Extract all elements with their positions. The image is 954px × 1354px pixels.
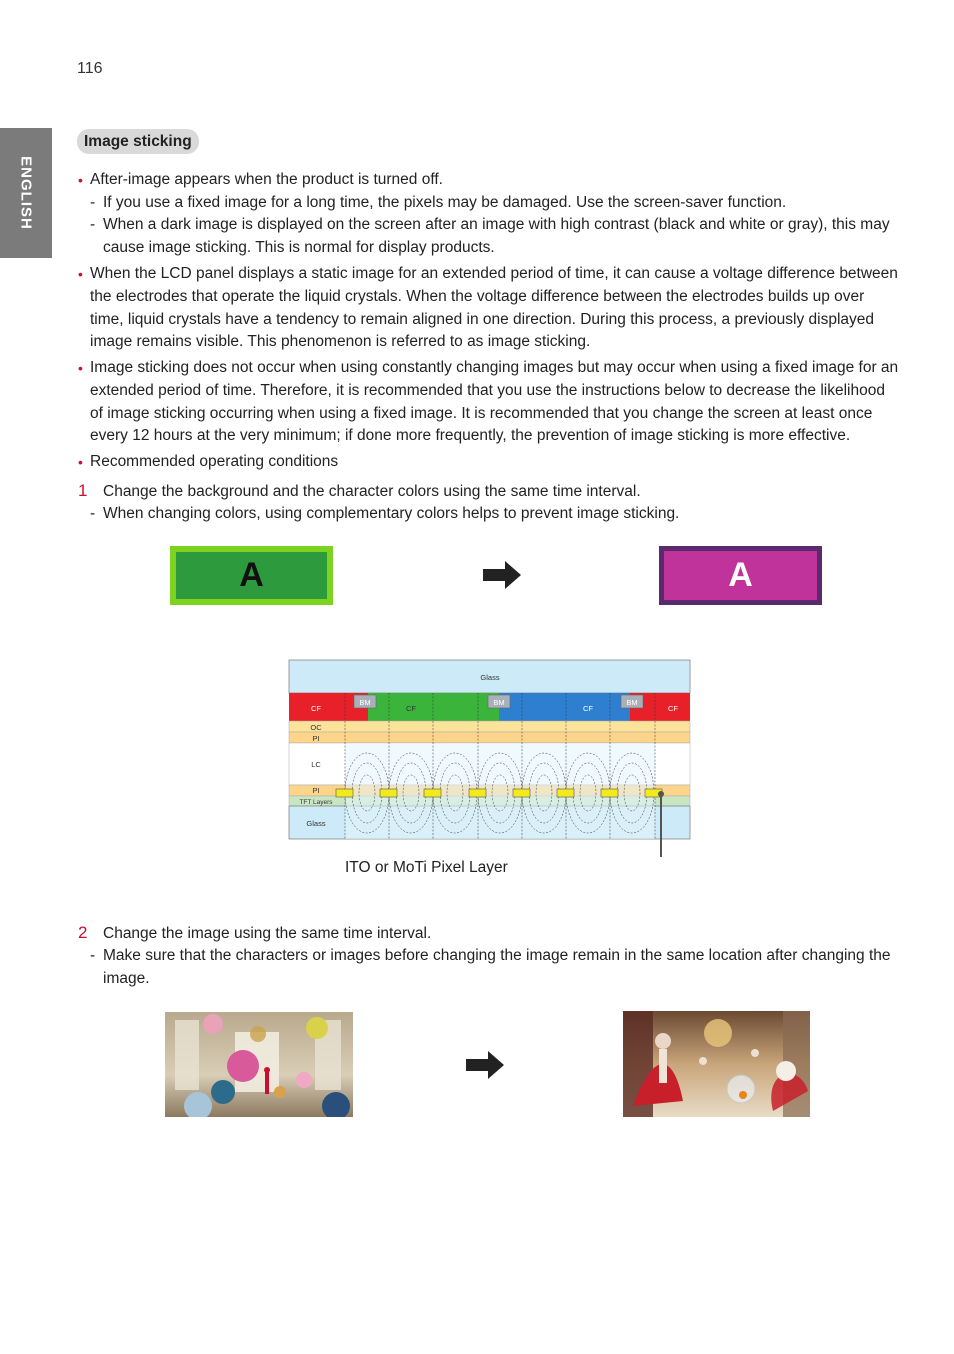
section-title: Image sticking bbox=[77, 129, 199, 154]
step-note: When changing colors, using complementary colors helps to prevent image sticking. bbox=[103, 505, 680, 522]
bullet-icon: • bbox=[78, 172, 83, 188]
step-text: Change the image using the same time interval. bbox=[103, 925, 432, 942]
arrow-right-icon bbox=[466, 1051, 504, 1079]
bullet-text: Image sticking does not occur when using constantly changing images but may occur when using a fixed image for an bbox=[90, 359, 899, 376]
pi-top-label: PI bbox=[312, 734, 320, 743]
cf-label: CF bbox=[311, 704, 321, 713]
bullet-text: time, liquid crystals have a tendency to remain aligned in one direction. During this process, a previously displayed bbox=[90, 311, 875, 328]
bullet-text: When the LCD panel displays a static image for an extended period of time, it can cause a voltage difference between bbox=[90, 265, 898, 282]
bullet-text: of image sticking occurring when using a fixed image. It is recommended that you change the screen at least once bbox=[90, 405, 873, 422]
step-number: 1 bbox=[78, 481, 88, 500]
cf-green bbox=[368, 693, 499, 721]
sub-bullet-text: When a dark image is displayed on the screen after an image with high contrast (black and white or gray), this may bbox=[103, 216, 890, 233]
cf-blue bbox=[499, 693, 630, 721]
step-note: Make sure that the characters or images before changing the image remain in the same location after changing the bbox=[103, 947, 891, 964]
bm-label: BM bbox=[626, 698, 638, 707]
step-note: image. bbox=[103, 970, 150, 987]
color-before-letter: A bbox=[239, 556, 264, 594]
bullet-icon: • bbox=[78, 360, 83, 376]
diagram-caption: ITO or MoTi Pixel Layer bbox=[345, 859, 508, 876]
photo-before bbox=[165, 1012, 353, 1117]
glass-bottom-label: Glass bbox=[306, 819, 326, 828]
language-tab-label: ENGLISH bbox=[17, 156, 35, 230]
bullet-text: Recommended operating conditions bbox=[90, 453, 339, 470]
bullet-text: extended period of time. Therefore, it is recommended that you use the instructions below to decrease the likelihood bbox=[90, 382, 885, 399]
oc-layer bbox=[289, 721, 690, 732]
cf-label: CF bbox=[406, 704, 416, 713]
bm-label: BM bbox=[359, 698, 371, 707]
cf-label: CF bbox=[583, 704, 593, 713]
oc-label: OC bbox=[310, 723, 322, 732]
cf-label: CF bbox=[668, 704, 678, 713]
bm-label: BM bbox=[493, 698, 505, 707]
color-after-letter: A bbox=[728, 556, 753, 594]
bullet-text: image remains visible. This phenomenon is referred to as image sticking. bbox=[90, 333, 591, 350]
bullet-icon: • bbox=[78, 266, 83, 282]
dash-icon: - bbox=[90, 194, 96, 211]
color-before-box bbox=[170, 546, 333, 605]
dash-icon: - bbox=[90, 947, 96, 964]
glass-top-label: Glass bbox=[480, 673, 500, 682]
lc-label: LC bbox=[311, 760, 321, 769]
sub-bullet-text: cause image sticking. This is normal for display products. bbox=[103, 239, 495, 256]
photo-after bbox=[623, 1011, 810, 1117]
pi-bottom-label: PI bbox=[312, 786, 320, 795]
language-tab bbox=[0, 128, 52, 258]
bullet-icon: • bbox=[78, 454, 83, 470]
lcd-cross-section-diagram bbox=[288, 659, 692, 859]
step-number: 2 bbox=[78, 923, 88, 942]
step-text: Change the background and the character colors using the same time interval. bbox=[103, 483, 641, 500]
bullet-text: After-image appears when the product is turned off. bbox=[90, 171, 443, 188]
page-number: 116 bbox=[77, 60, 103, 77]
color-after-box bbox=[659, 546, 822, 605]
arrow-right-icon bbox=[483, 561, 521, 589]
dash-icon: - bbox=[90, 505, 96, 522]
tft-label: TFT Layers bbox=[299, 799, 333, 806]
pi-top-layer bbox=[289, 732, 690, 743]
bullet-text: the electrodes that operate the liquid crystals. When the voltage difference between the electrodes builds up over bbox=[90, 288, 865, 305]
sub-bullet-text: If you use a fixed image for a long time, the pixels may be damaged. Use the screen-saver function. bbox=[103, 194, 787, 211]
dash-icon: - bbox=[90, 216, 96, 233]
bullet-text: every 12 hours at the very minimum; if done more frequently, the prevention of image sticking is more effective. bbox=[90, 427, 851, 444]
